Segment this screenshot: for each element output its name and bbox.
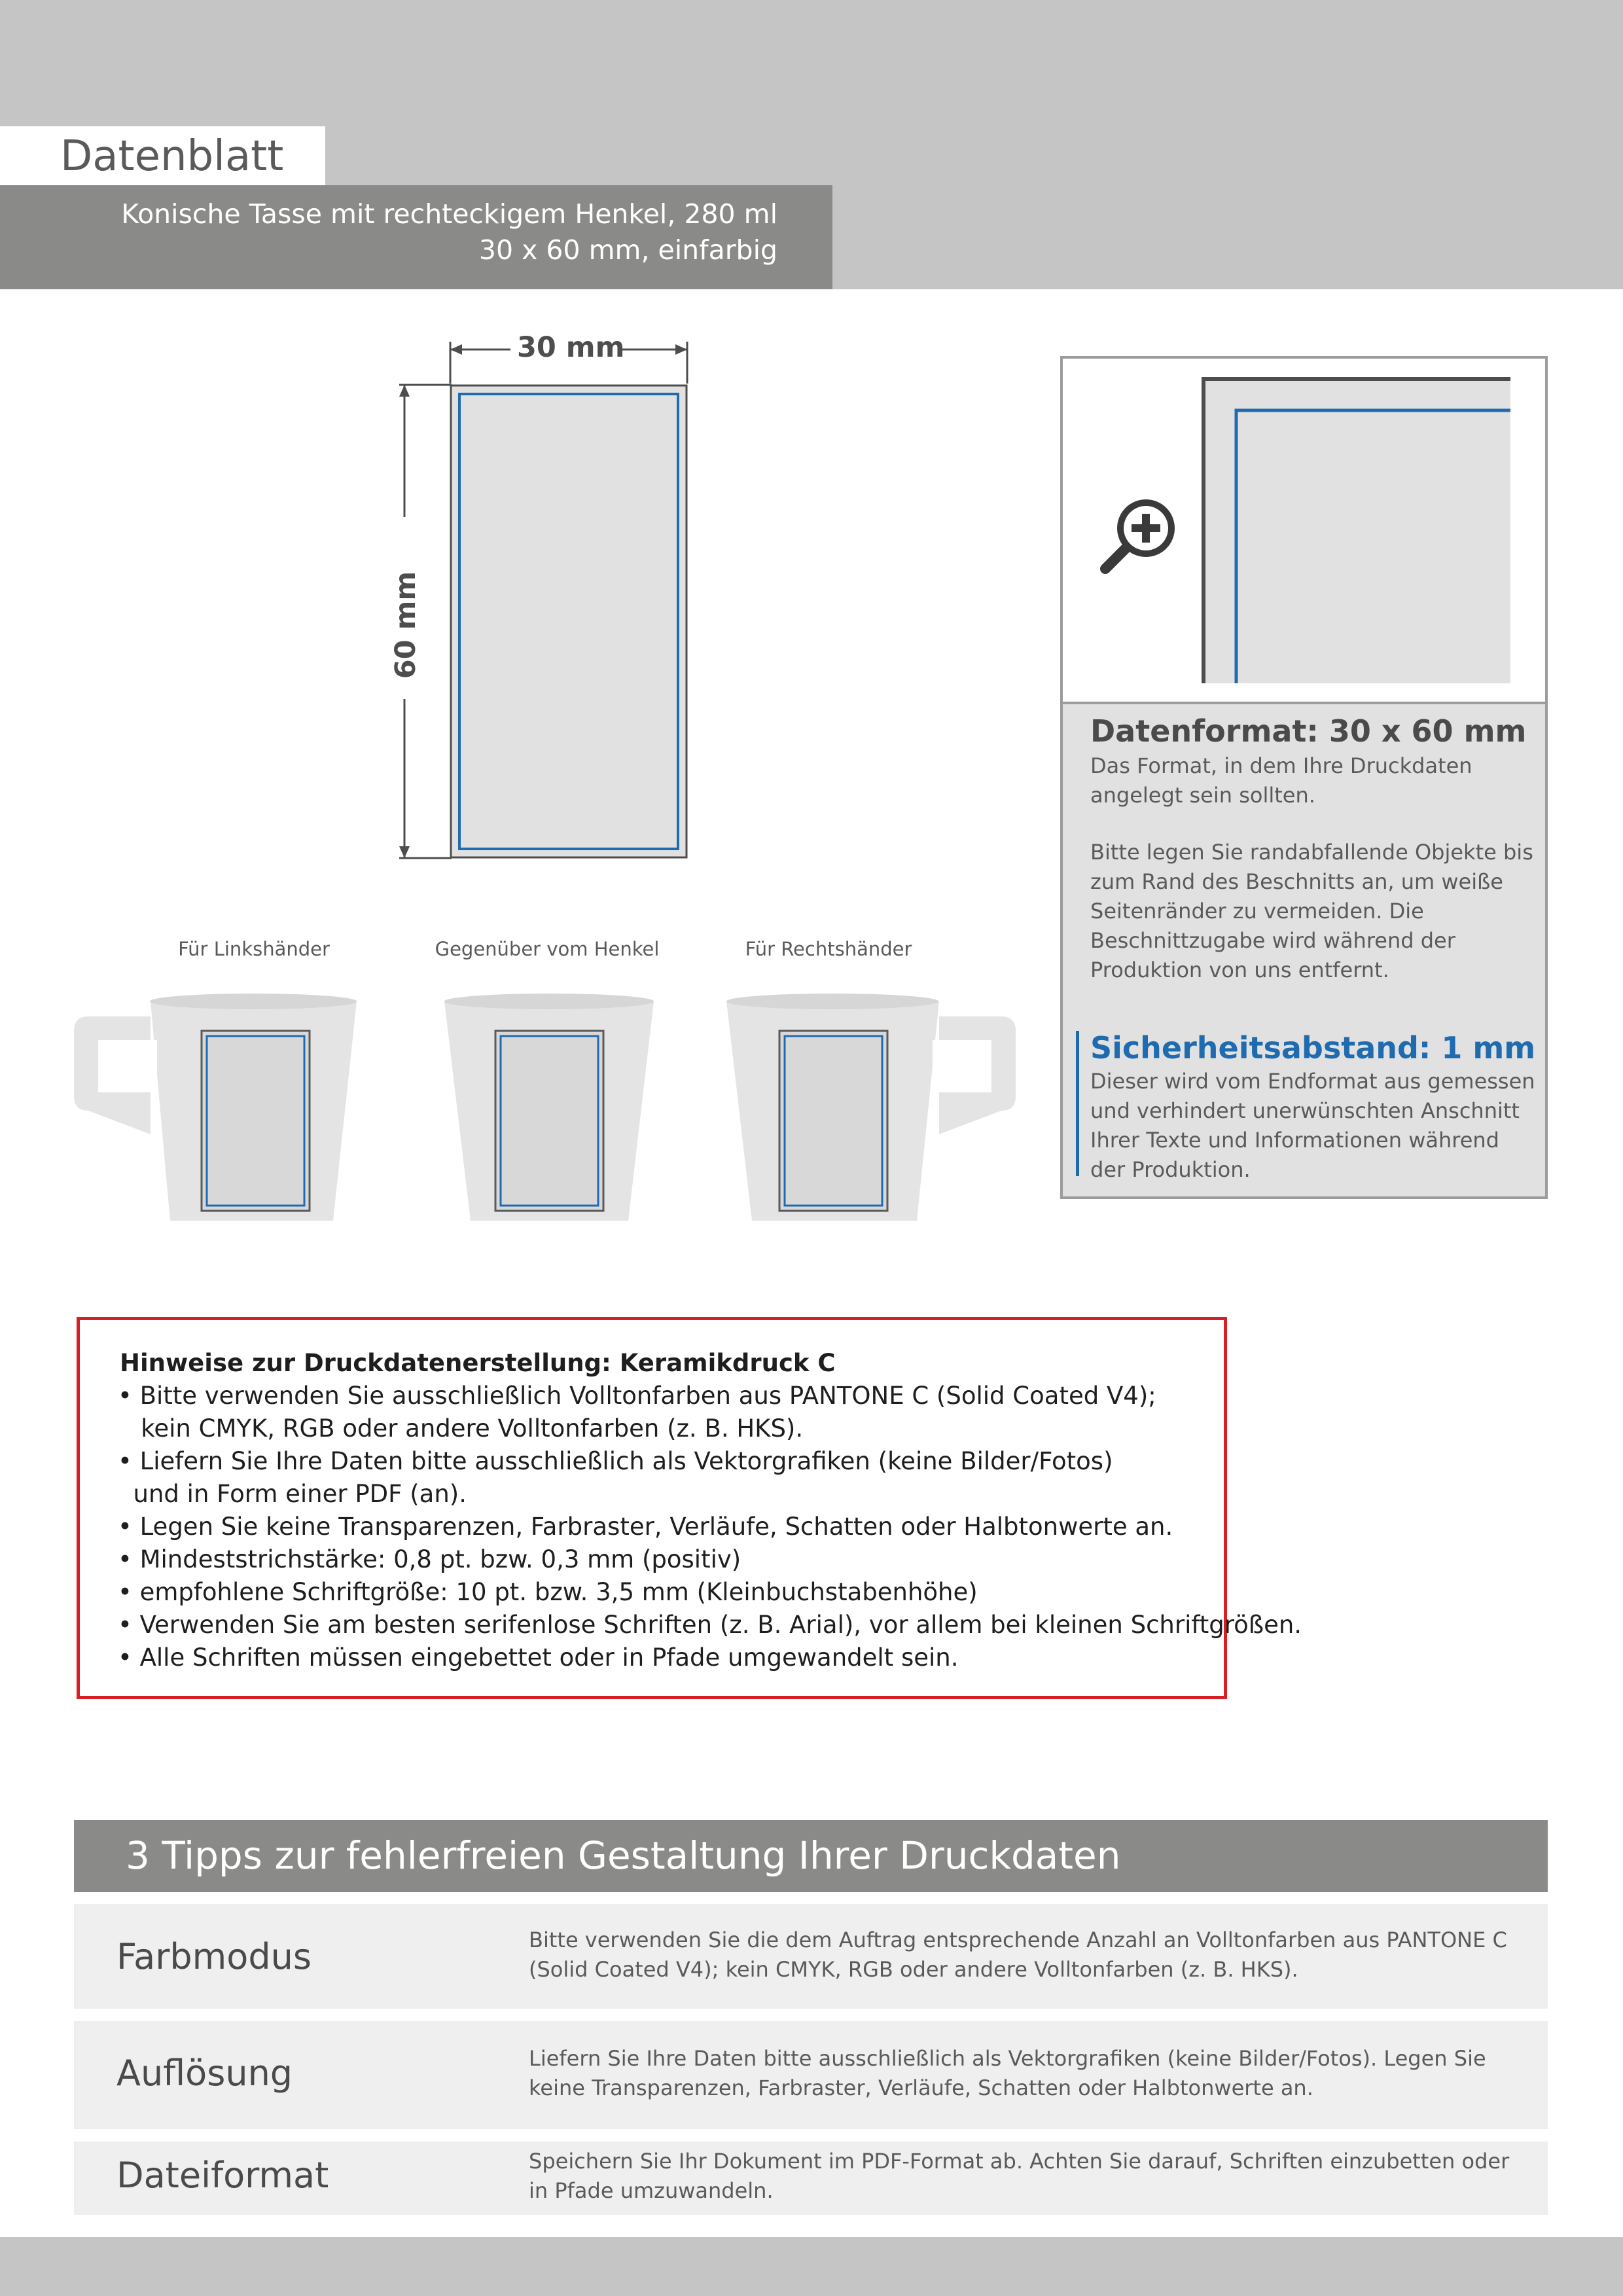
tip-name: Auflösung [116, 2053, 293, 2094]
list-item: • Alle Schriften müssen eingebettet oder in Pfade umgewandelt sein. [118, 1643, 959, 1672]
mug-right-label: Für Rechtshänder [745, 938, 912, 960]
list-item: • Verwenden Sie am besten serifenlose Schriften (z. B. Arial), vor allem bei kleinen Schriftgrößen. [118, 1611, 1302, 1639]
list-item: • Liefern Sie Ihre Daten bitte ausschließlich als Vektorgrafiken (keine Bilder/Fotos) [118, 1447, 1113, 1475]
list-item: • Mindeststrichstärke: 0,8 pt. bzw. 0,3 mm (positiv) [118, 1545, 741, 1573]
tip-name: Dateiformat [116, 2155, 329, 2196]
page-title: Datenblatt [60, 132, 284, 181]
data-format-description: Das Format, in dem Ihre Druckdaten angelegt sein sollten. [1090, 753, 1472, 808]
mug-left-label: Für Linkshänder [178, 938, 330, 960]
zoom-in-icon [1096, 494, 1181, 579]
tips-title: 3 Tipps zur fehlerfreien Gestaltung Ihrer Druckdaten [126, 1833, 1121, 1878]
mug-front-label: Gegenüber vom Henkel [435, 938, 660, 960]
safety-accent-bar [1076, 1031, 1079, 1176]
safety-margin-title: Sicherheitsabstand: 1 mm [1090, 1030, 1536, 1066]
tip-text: Liefern Sie Ihre Daten bitte ausschließlich als Vektorgrafiken (keine Bilder/Fotos). Legen Sie keine Transparenzen, Farbraster, Verläufe, Schatten oder Halbtonwerte an. [529, 2046, 1486, 2100]
height-dimension-label: 60 mm [389, 571, 422, 679]
mug-front-illustration [442, 992, 658, 1227]
list-item: kein CMYK, RGB oder andere Volltonfarben (z. B. HKS). [118, 1414, 804, 1443]
list-item: • empfohlene Schriftgröße: 10 pt. bzw. 3,5 mm (Kleinbuchstabenhöhe) [118, 1578, 978, 1606]
mug-right-handed-illustration [723, 992, 1021, 1227]
bottom-band [0, 2237, 1623, 2296]
print-notes-list [118, 1380, 1302, 1674]
bleed-description: Bitte legen Sie randabfallende Objekte bis zum Rand des Beschnitts an, um weiße Seitenränder zu vermeiden. Die Beschnittzugabe wird während der Produktion von uns entfernt. [1090, 840, 1533, 982]
list-item: • Legen Sie keine Transparenzen, Farbraster, Verläufe, Schatten oder Halbtonwerte an. [118, 1513, 1173, 1541]
print-notes-title: Hinweise zur Druckdatenerstellung: Keramikdruck C [120, 1349, 836, 1377]
list-item: • Bitte verwenden Sie ausschließlich Volltonfarben aus PANTONE C (Solid Coated V4); [118, 1382, 1156, 1410]
data-format-title: Datenformat: 30 x 60 mm [1090, 713, 1527, 749]
tip-name: Farbmodus [116, 1936, 312, 1977]
safety-margin-description: Dieser wird vom Endformat aus gemessen und verhindert unerwünschten Anschnitt Ihrer Texte und Informationen während der Produktion. [1090, 1069, 1535, 1182]
list-item: und in Form einer PDF (an). [118, 1480, 467, 1508]
bleed-corner-detail [1200, 376, 1510, 683]
mug-left-handed-illustration [69, 992, 366, 1227]
product-name: Konische Tasse mit rechteckigem Henkel, 280 ml [121, 198, 777, 230]
product-format: 30 x 60 mm, einfarbig [478, 234, 777, 266]
width-dimension-label: 30 mm [517, 331, 625, 364]
tip-text: Speichern Sie Ihr Dokument im PDF-Format ab. Achten Sie darauf, Schriften einzubetten oder in Pfade umzuwandeln. [529, 2149, 1510, 2203]
tip-text: Bitte verwenden Sie die dem Auftrag entsprechende Anzahl an Volltonfarben aus PANTONE C (Solid Coated V4); kein CMYK, RGB oder andere Volltonfarben (z. B. HKS). [529, 1928, 1507, 1982]
